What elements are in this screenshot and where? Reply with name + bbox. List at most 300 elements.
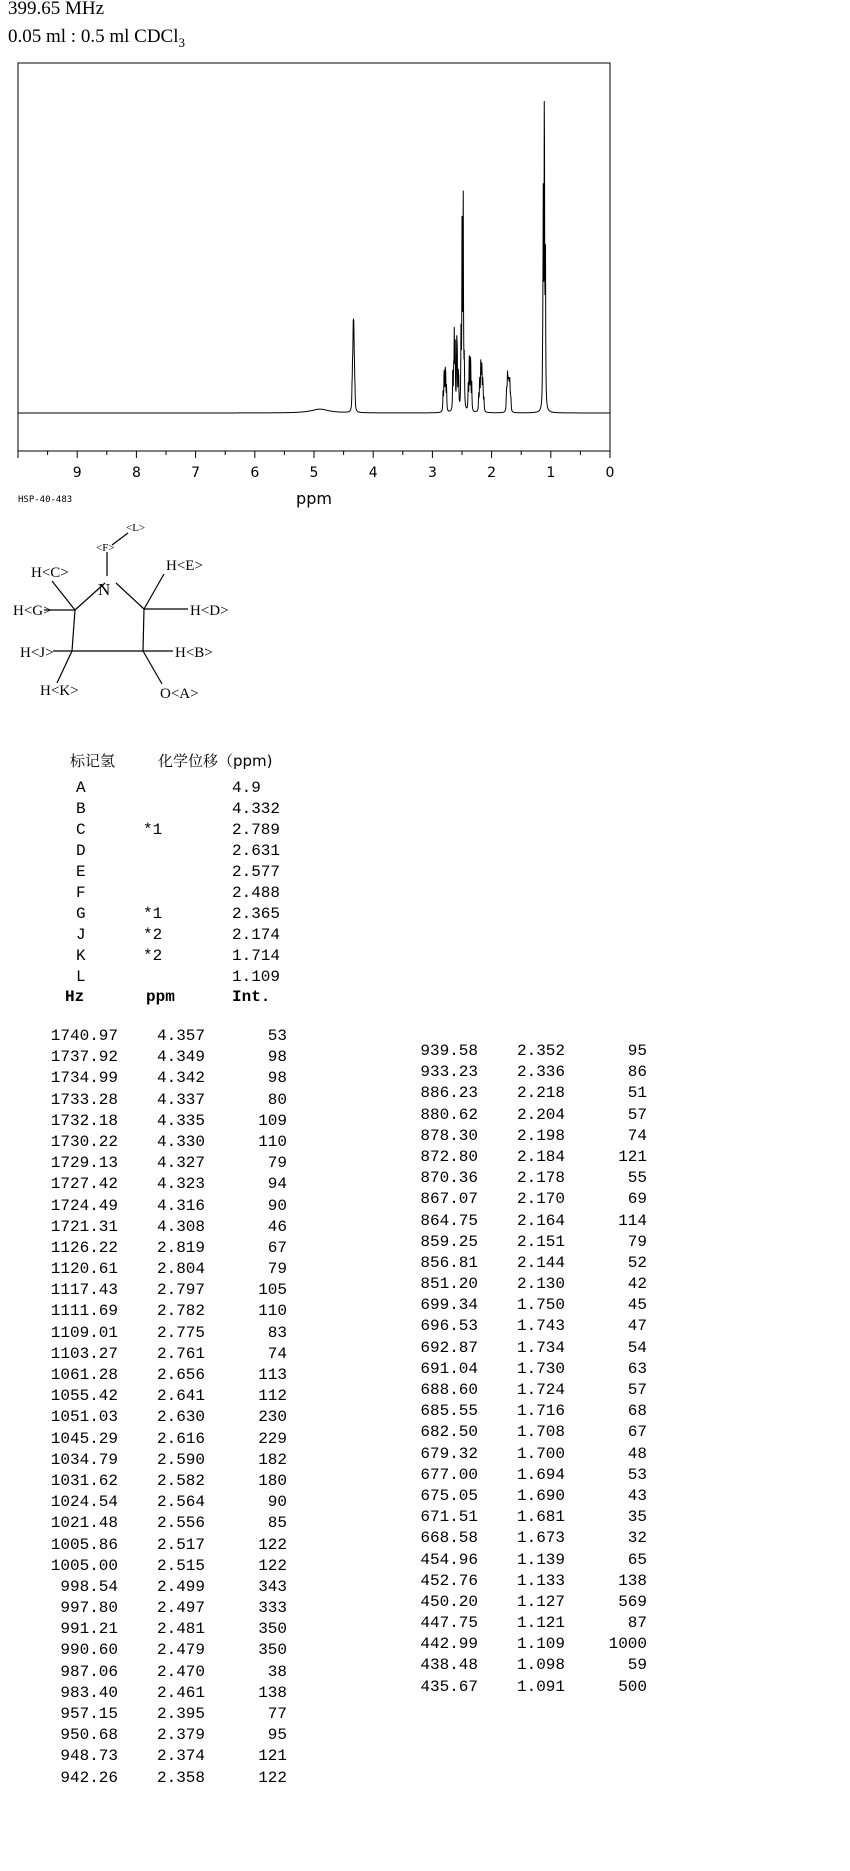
peak-ppm: 2.782 — [156, 1302, 205, 1321]
peak-hz: 685.55 — [420, 1402, 478, 1421]
atom-label-L: <L> — [126, 522, 146, 534]
peak-intensity: 90 — [267, 1493, 287, 1512]
proton-label: A — [76, 779, 86, 797]
peak-intensity: 182 — [258, 1450, 287, 1469]
peak-ppm: 2.358 — [156, 1768, 205, 1787]
peak-hz: 699.34 — [420, 1296, 478, 1315]
peak-intensity: 114 — [618, 1211, 647, 1230]
peak-hz: 1724.49 — [50, 1196, 118, 1215]
peak-row — [30, 1280, 290, 1301]
chemical-shift: 2.631 — [232, 842, 281, 860]
peak-intensity: 53 — [267, 1027, 287, 1045]
peak-row — [390, 1211, 650, 1232]
peak-ppm: 2.797 — [156, 1281, 205, 1300]
peak-intensity: 333 — [258, 1599, 287, 1618]
peak-intensity: 47 — [627, 1317, 647, 1336]
peak-ppm: 1.690 — [516, 1486, 565, 1505]
peak-intensity: 350 — [258, 1641, 287, 1660]
peak-row — [390, 1126, 650, 1147]
peak-intensity: 85 — [267, 1514, 287, 1533]
peak-hz: 1051.03 — [50, 1408, 118, 1427]
peak-row — [390, 1677, 650, 1698]
header-shift-col: 化学位移（ppm) — [158, 752, 273, 770]
peak-intensity: 79 — [627, 1232, 647, 1251]
peak-row — [30, 1704, 290, 1725]
peak-row — [390, 1338, 650, 1359]
peak-ppm: 1.750 — [516, 1296, 565, 1315]
atom-label-C: H<C> — [31, 565, 69, 581]
x-tick-label: 7 — [191, 465, 201, 481]
peak-row — [390, 1634, 650, 1655]
bond — [143, 609, 144, 651]
peak-intensity: 69 — [627, 1190, 647, 1209]
peak-intensity: 121 — [258, 1747, 287, 1766]
peak-ppm: 1.098 — [516, 1656, 565, 1675]
x-tick-label: 4 — [368, 465, 378, 481]
chemical-shift: 1.714 — [232, 947, 281, 965]
peak-ppm: 1.127 — [516, 1592, 565, 1611]
assignment-row — [55, 841, 355, 862]
peak-hz: 880.62 — [420, 1105, 478, 1124]
peak-intensity: 42 — [627, 1275, 647, 1294]
peak-row — [30, 1450, 290, 1471]
peak-ppm: 4.337 — [156, 1090, 205, 1109]
col-hz-header: Hz — [65, 988, 85, 1006]
peak-hz: 675.05 — [420, 1486, 478, 1505]
spectrometer-frequency: 399.65 MHz — [8, 0, 105, 19]
chemical-shift: 4.332 — [232, 800, 281, 818]
peak-row — [30, 1725, 290, 1746]
peak-ppm: 2.130 — [516, 1275, 565, 1294]
atom-label-G: H<G> — [13, 603, 52, 619]
peak-hz: 997.80 — [60, 1599, 118, 1618]
peak-ppm: 2.184 — [516, 1147, 565, 1166]
peak-intensity: 80 — [267, 1090, 287, 1109]
peak-intensity: 138 — [618, 1571, 647, 1590]
peak-hz: 1061.28 — [50, 1366, 118, 1384]
assignment-row — [55, 799, 355, 820]
x-tick-label: 5 — [309, 465, 319, 481]
peak-row — [30, 1746, 290, 1767]
atom-label-D: H<D> — [190, 603, 229, 619]
peak-hz: 1120.61 — [50, 1260, 118, 1279]
bond — [72, 610, 75, 651]
peak-intensity: 138 — [258, 1683, 287, 1702]
bond — [143, 651, 162, 684]
peak-row — [390, 1401, 650, 1422]
x-axis-ticks — [18, 451, 610, 458]
peak-intensity: 59 — [627, 1656, 647, 1675]
peak-hz: 990.60 — [60, 1641, 118, 1660]
peak-ppm: 1.121 — [516, 1614, 565, 1633]
peak-hz: 1732.18 — [50, 1111, 118, 1130]
chemical-shift: 2.174 — [232, 926, 281, 944]
peak-hz: 692.87 — [420, 1338, 478, 1357]
atom-label-J: H<J> — [20, 645, 54, 661]
peak-intensity: 230 — [258, 1408, 287, 1427]
peak-row — [30, 1640, 290, 1661]
peak-intensity: 122 — [258, 1535, 287, 1554]
x-tick-label: 3 — [427, 465, 437, 481]
peak-row — [390, 1295, 650, 1316]
peak-intensity: 74 — [627, 1126, 647, 1145]
peak-intensity: 229 — [258, 1429, 287, 1448]
assignment-row — [55, 967, 355, 988]
peak-intensity: 38 — [267, 1662, 287, 1681]
peak-intensity: 95 — [627, 1042, 647, 1060]
peak-ppm: 1.708 — [516, 1423, 565, 1442]
peak-hz: 682.50 — [420, 1423, 478, 1442]
peak-ppm: 1.091 — [516, 1677, 565, 1696]
peak-intensity: 343 — [258, 1577, 287, 1596]
chemical-shift: 1.109 — [232, 968, 281, 986]
peak-hz: 454.96 — [420, 1550, 478, 1569]
x-axis-label: ppm — [296, 489, 332, 508]
peak-ppm: 4.349 — [156, 1048, 205, 1067]
peak-intensity: 32 — [627, 1529, 647, 1548]
assignment-row — [55, 946, 355, 967]
peak-intensity: 90 — [267, 1196, 287, 1215]
peak-row — [390, 1168, 650, 1189]
peak-hz: 1055.42 — [50, 1387, 118, 1406]
chemical-shift: 2.789 — [232, 821, 281, 839]
peak-intensity: 350 — [258, 1620, 287, 1639]
assignment-row — [55, 883, 355, 904]
peak-row — [390, 1465, 650, 1486]
peak-ppm: 2.164 — [516, 1211, 565, 1230]
peak-ppm: 2.479 — [156, 1641, 205, 1660]
peak-hz: 1005.00 — [50, 1556, 118, 1575]
peak-ppm: 2.761 — [156, 1344, 205, 1363]
peak-ppm: 1.724 — [516, 1381, 565, 1399]
peak-intensity: 54 — [627, 1338, 647, 1357]
peak-hz: 878.30 — [420, 1126, 478, 1145]
peak-intensity: 500 — [618, 1677, 647, 1696]
peak-ppm: 2.564 — [156, 1493, 205, 1512]
peak-row — [390, 1486, 650, 1507]
peak-hz: 886.23 — [420, 1084, 478, 1103]
peak-hz: 1730.22 — [50, 1132, 118, 1151]
peak-ppm: 2.517 — [156, 1535, 205, 1554]
peak-intensity: 94 — [267, 1175, 287, 1194]
peak-hz: 435.67 — [420, 1677, 478, 1696]
peak-ppm: 1.694 — [516, 1465, 565, 1484]
spectrum-code: HSP-40-483 — [18, 495, 73, 505]
proton-label: G — [76, 905, 86, 923]
peak-ppm: 1.730 — [516, 1359, 565, 1378]
peak-hz: 1021.48 — [50, 1514, 118, 1533]
peak-intensity: 35 — [627, 1508, 647, 1527]
peak-row — [30, 1386, 290, 1407]
peak-ppm: 2.804 — [156, 1260, 205, 1279]
peak-ppm: 2.515 — [156, 1556, 205, 1575]
peak-hz: 688.60 — [420, 1381, 478, 1399]
peak-hz: 1740.97 — [50, 1027, 118, 1045]
sample-subscript: 3 — [178, 34, 185, 50]
peak-hz: 859.25 — [420, 1232, 478, 1251]
peak-row — [30, 1365, 290, 1386]
chemical-shift: 2.488 — [232, 884, 281, 902]
peak-ppm: 4.323 — [156, 1175, 205, 1194]
atom-label-E: H<E> — [166, 558, 203, 574]
peak-intensity: 55 — [627, 1169, 647, 1188]
peak-intensity: 98 — [267, 1048, 287, 1067]
peak-row — [390, 1062, 650, 1083]
peak-hz: 1111.69 — [50, 1302, 118, 1321]
peak-ppm: 2.641 — [156, 1387, 205, 1406]
peak-ppm: 2.630 — [156, 1408, 205, 1427]
peak-ppm: 2.656 — [156, 1366, 205, 1384]
assignment-row — [55, 820, 355, 841]
peak-hz: 1034.79 — [50, 1450, 118, 1469]
peak-hz: 668.58 — [420, 1529, 478, 1548]
nmr-spectrum-chart — [0, 0, 850, 720]
molecule-structure — [44, 533, 188, 684]
col-ppm-header: ppm — [146, 988, 175, 1006]
peak-intensity: 95 — [267, 1726, 287, 1745]
peak-intensity: 51 — [627, 1084, 647, 1103]
proton-label: D — [76, 842, 86, 860]
x-axis-tick-labels — [73, 465, 615, 481]
atom-label-N: N — [98, 580, 111, 599]
peak-intensity: 122 — [258, 1768, 287, 1787]
peak-ppm: 1.700 — [516, 1444, 565, 1463]
peak-ppm: 2.379 — [156, 1726, 205, 1745]
x-tick-label: 2 — [487, 465, 497, 481]
peak-hz: 447.75 — [420, 1614, 478, 1633]
peak-ppm: 2.775 — [156, 1323, 205, 1342]
peak-hz: 1729.13 — [50, 1154, 118, 1173]
proton-label: F — [76, 884, 86, 902]
bond — [57, 651, 72, 683]
peak-ppm: 2.582 — [156, 1471, 205, 1490]
peak-row — [30, 1619, 290, 1640]
peak-intensity: 48 — [627, 1444, 647, 1463]
peak-row — [390, 1507, 650, 1528]
peak-hz: 452.76 — [420, 1571, 478, 1590]
peak-hz: 864.75 — [420, 1211, 478, 1230]
spectrum-trace — [18, 101, 610, 413]
peak-ppm: 4.308 — [156, 1217, 205, 1236]
peak-ppm: 1.133 — [516, 1571, 565, 1590]
peak-intensity: 109 — [258, 1111, 287, 1130]
peak-ppm: 4.316 — [156, 1196, 205, 1215]
peak-hz: 1005.86 — [50, 1535, 118, 1554]
proton-label: C — [76, 821, 86, 839]
peak-ppm: 2.352 — [516, 1042, 565, 1060]
sample-text: 0.05 ml : 0.5 ml CDCl — [8, 26, 179, 47]
peak-ppm: 2.497 — [156, 1599, 205, 1618]
peak-row — [30, 1111, 290, 1132]
peak-row — [390, 1189, 650, 1210]
chemical-shift: 4.9 — [232, 779, 261, 797]
peak-intensity: 122 — [258, 1556, 287, 1575]
bond — [144, 574, 164, 609]
peak-ppm: 2.481 — [156, 1620, 205, 1639]
peak-hz: 870.36 — [420, 1169, 478, 1188]
x-tick-label: 6 — [250, 465, 260, 481]
peak-row — [30, 1238, 290, 1259]
proton-label: K — [76, 947, 86, 965]
peak-hz: 671.51 — [420, 1508, 478, 1527]
peak-row — [30, 1259, 290, 1280]
assignment-row — [55, 862, 355, 883]
peak-row — [390, 1041, 650, 1062]
assignment-row — [55, 925, 355, 946]
peak-intensity: 121 — [618, 1147, 647, 1166]
peak-intensity: 87 — [627, 1614, 647, 1633]
peak-row — [30, 1513, 290, 1534]
peak-ppm: 4.357 — [156, 1027, 205, 1045]
peak-row — [30, 1090, 290, 1111]
peak-row — [390, 1592, 650, 1613]
bond — [116, 583, 144, 609]
note-mark: *1 — [143, 905, 163, 923]
peak-row — [390, 1359, 650, 1380]
peak-intensity: 65 — [627, 1550, 647, 1569]
peak-ppm: 2.461 — [156, 1683, 205, 1702]
peak-intensity: 74 — [267, 1344, 287, 1363]
peak-hz: 948.73 — [60, 1747, 118, 1766]
peak-ppm: 1.716 — [516, 1402, 565, 1421]
peak-ppm: 2.616 — [156, 1429, 205, 1448]
peak-intensity: 67 — [627, 1423, 647, 1442]
peak-row — [30, 1344, 290, 1365]
peak-row — [30, 1683, 290, 1704]
peak-hz: 696.53 — [420, 1317, 478, 1336]
peak-hz: 438.48 — [420, 1656, 478, 1675]
peak-ppm: 2.198 — [516, 1126, 565, 1145]
peak-row — [30, 1174, 290, 1195]
assignment-row — [55, 778, 355, 799]
peak-row — [30, 1153, 290, 1174]
peak-intensity: 112 — [258, 1387, 287, 1406]
chemical-shift: 2.577 — [232, 863, 281, 881]
peak-hz: 939.58 — [420, 1042, 478, 1060]
plot-frame — [18, 63, 610, 451]
peak-intensity: 83 — [267, 1323, 287, 1342]
peak-ppm: 2.204 — [516, 1105, 565, 1124]
peak-intensity: 79 — [267, 1154, 287, 1173]
peak-row — [390, 1444, 650, 1465]
proton-label: B — [76, 800, 86, 818]
peak-hz: 1117.43 — [50, 1281, 118, 1300]
peak-intensity: 569 — [618, 1592, 647, 1611]
peak-row — [30, 1196, 290, 1217]
peak-row — [30, 1429, 290, 1450]
note-mark: *2 — [143, 947, 163, 965]
peak-hz: 1045.29 — [50, 1429, 118, 1448]
peak-hz: 450.20 — [420, 1592, 478, 1611]
note-mark: *1 — [143, 821, 163, 839]
x-tick-label: 1 — [546, 465, 556, 481]
peak-hz: 856.81 — [420, 1253, 478, 1272]
peak-row — [390, 1422, 650, 1443]
peak-hz: 442.99 — [420, 1635, 478, 1654]
peak-hz: 950.68 — [60, 1726, 118, 1745]
peak-intensity: 98 — [267, 1069, 287, 1088]
peak-intensity: 77 — [267, 1705, 287, 1723]
col-int-header: Int. — [232, 988, 271, 1006]
peak-ppm: 4.327 — [156, 1154, 205, 1173]
header-label-col: 标记氢 — [70, 752, 116, 770]
peak-row — [30, 1535, 290, 1556]
peak-ppm: 1.743 — [516, 1317, 565, 1336]
atom-label-B: H<B> — [175, 645, 213, 661]
peak-ppm: 2.556 — [156, 1514, 205, 1533]
peak-row — [390, 1232, 650, 1253]
peak-row — [30, 1407, 290, 1428]
proton-label: L — [76, 968, 86, 986]
peak-hz: 1031.62 — [50, 1471, 118, 1490]
peak-ppm: 2.374 — [156, 1747, 205, 1766]
peak-intensity: 57 — [627, 1381, 647, 1399]
peak-hz: 677.00 — [420, 1465, 478, 1484]
peak-ppm: 2.395 — [156, 1705, 205, 1723]
x-tick-label: 0 — [605, 465, 615, 481]
peak-hz: 991.21 — [60, 1620, 118, 1639]
chemical-shift: 2.365 — [232, 905, 281, 923]
peak-intensity: 45 — [627, 1296, 647, 1315]
peak-row — [390, 1655, 650, 1676]
peak-row — [390, 1253, 650, 1274]
peak-row — [30, 1662, 290, 1683]
peak-hz: 942.26 — [60, 1768, 118, 1787]
assignment-row — [55, 904, 355, 925]
peak-intensity: 67 — [267, 1238, 287, 1257]
peak-intensity: 1000 — [608, 1635, 647, 1654]
peak-row — [30, 1556, 290, 1577]
peak-row — [390, 1105, 650, 1126]
peak-ppm: 2.151 — [516, 1232, 565, 1251]
peak-intensity: 105 — [258, 1281, 287, 1300]
peak-hz: 867.07 — [420, 1190, 478, 1209]
peak-ppm: 2.470 — [156, 1662, 205, 1681]
peak-row — [30, 1492, 290, 1513]
peak-hz: 1737.92 — [50, 1048, 118, 1067]
peak-ppm: 2.178 — [516, 1169, 565, 1188]
proton-label: J — [76, 926, 86, 944]
peak-hz: 851.20 — [420, 1275, 478, 1294]
peak-hz: 987.06 — [60, 1662, 118, 1681]
peak-hz: 1103.27 — [50, 1344, 118, 1363]
peak-intensity: 110 — [258, 1302, 287, 1321]
peak-intensity: 180 — [258, 1471, 287, 1490]
peak-hz: 983.40 — [60, 1683, 118, 1702]
peak-ppm: 4.342 — [156, 1069, 205, 1088]
x-tick-label: 9 — [72, 465, 82, 481]
bond — [52, 581, 75, 610]
peak-ppm: 1.139 — [516, 1550, 565, 1569]
peak-row — [390, 1528, 650, 1549]
peak-intensity: 43 — [627, 1486, 647, 1505]
peak-row — [30, 1768, 290, 1789]
peak-hz: 1024.54 — [50, 1493, 118, 1512]
peak-hz: 1727.42 — [50, 1175, 118, 1194]
peak-hz: 998.54 — [60, 1577, 118, 1596]
peak-intensity: 113 — [258, 1366, 287, 1384]
peak-hz: 1721.31 — [50, 1217, 118, 1236]
peak-row — [390, 1380, 650, 1401]
peak-intensity: 68 — [627, 1402, 647, 1421]
peak-table-right — [390, 1041, 650, 1698]
peak-ppm: 2.590 — [156, 1450, 205, 1469]
peak-ppm: 2.499 — [156, 1577, 205, 1596]
peak-ppm: 1.673 — [516, 1529, 565, 1548]
peak-table-header — [55, 988, 355, 1010]
peak-ppm: 1.681 — [516, 1508, 565, 1527]
peak-hz: 1109.01 — [50, 1323, 118, 1342]
